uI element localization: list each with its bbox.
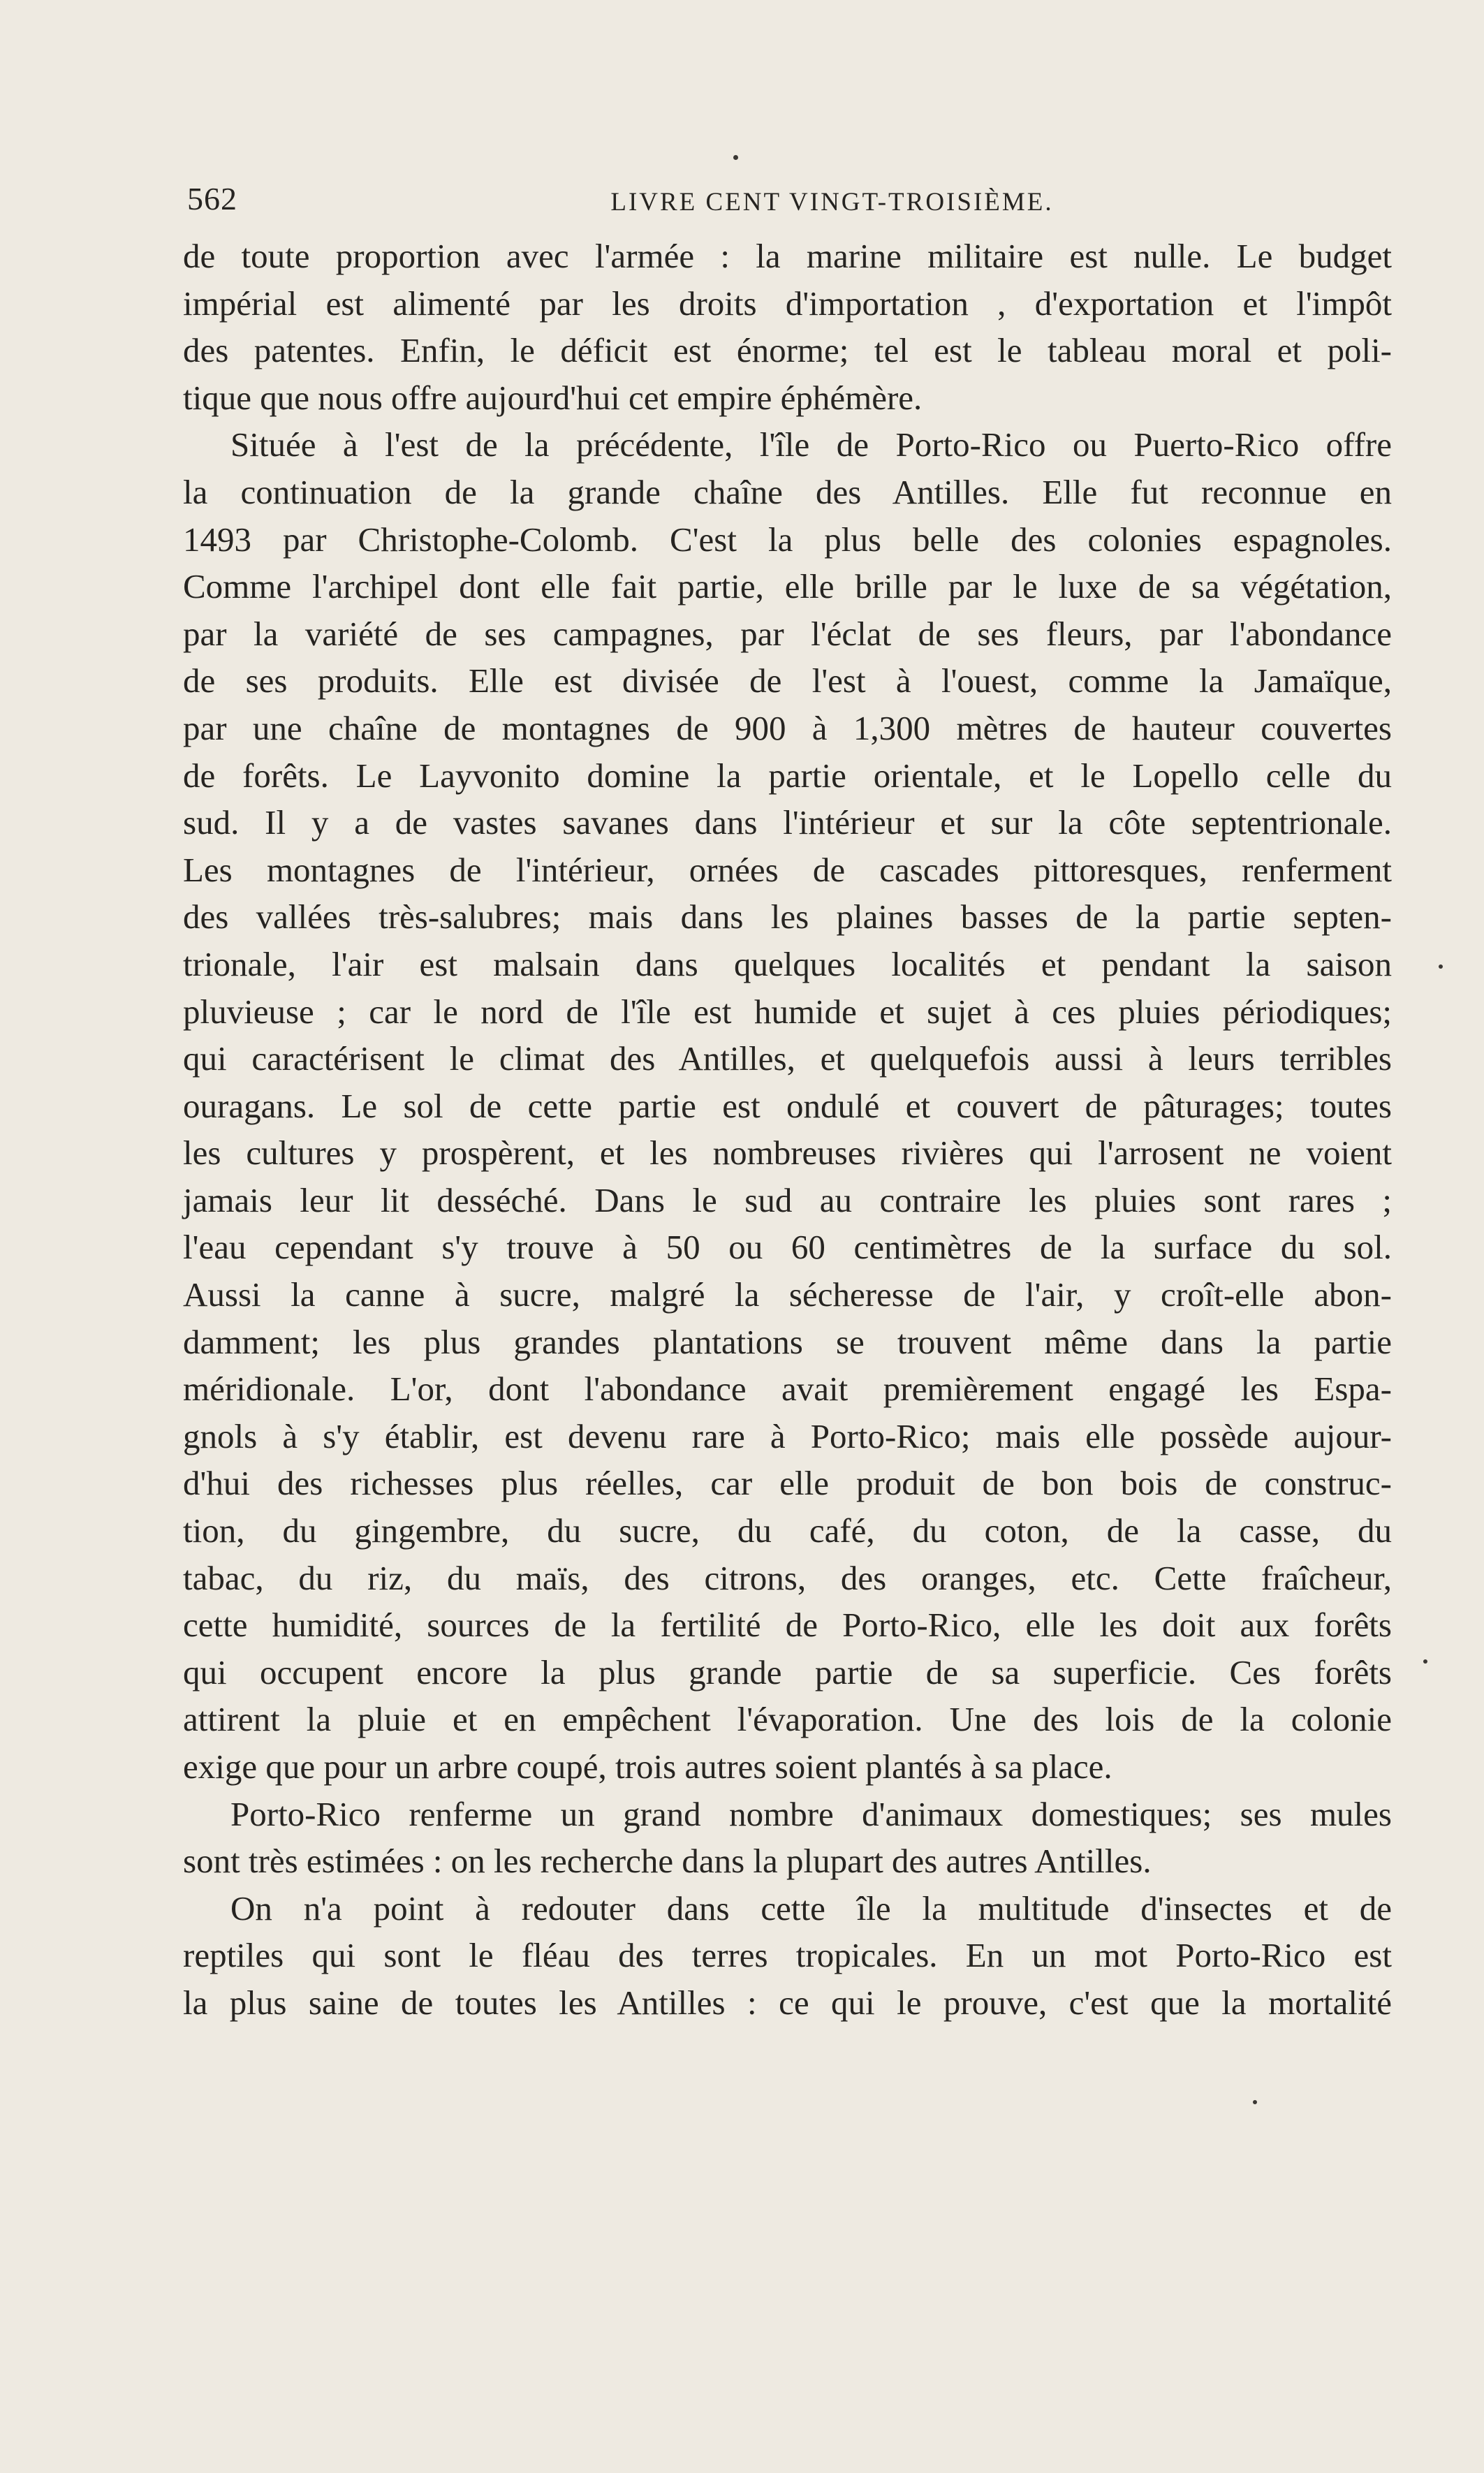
text-line: tion, du gingembre, du sucre, du café, du coton, de la casse, du	[183, 1511, 1392, 1550]
text-line: tique que nous offre aujourd'hui cet empire éphémère.	[183, 378, 923, 417]
text-line: de forêts. Le Layvonito domine la partie orientale, et le Lopello celle du	[183, 756, 1392, 795]
text-line: cette humidité, sources de la fertilité de Porto-Rico, elle les doit aux forêts	[183, 1606, 1392, 1645]
text-line: reptiles qui sont le fléau des terres tropicales. En un mot Porto-Rico est	[183, 1936, 1392, 1975]
text-line: trionale, l'air est malsain dans quelques localités et pendant la saison	[183, 944, 1392, 983]
page-number: 562	[187, 181, 237, 217]
print-speck	[1423, 1659, 1427, 1664]
text-line: de ses produits. Elle est divisée de l'est à l'ouest, comme la Jamaïque,	[183, 661, 1392, 700]
text-line: jamais leur lit desséché. Dans le sud au contraire les pluies sont rares ;	[183, 1180, 1392, 1219]
text-line: la continuation de la grande chaîne des Antilles. Elle fut reconnue en	[183, 472, 1392, 511]
running-title: LIVRE CENT VINGT-TROISIÈME.	[610, 188, 1054, 217]
text-line: gnols à s'y établir, est devenu rare à Porto-Rico; mais elle possède aujour-	[183, 1416, 1392, 1455]
text-line: les cultures y prospèrent, et les nombreuses rivières qui l'arrosent ne voient	[183, 1133, 1392, 1173]
text-line: tabac, du riz, du maïs, des citrons, des oranges, etc. Cette fraîcheur,	[183, 1558, 1392, 1597]
text-line: qui occupent encore la plus grande partie de sa superficie. Ces forêts	[183, 1652, 1392, 1692]
text-line: On n'a point à redouter dans cette île la multitude d'insectes et de	[230, 1888, 1392, 1928]
text-line: des patentes. Enfin, le déficit est énorme; tel est le tableau moral et poli-	[183, 331, 1392, 370]
text-line: la plus saine de toutes les Antilles : ce qui le prouve, c'est que la mortalité	[183, 1983, 1392, 2022]
text-line: par la variété de ses campagnes, par l'éclat de ses fleurs, par l'abondance	[183, 614, 1392, 653]
text-line: exige que pour un arbre coupé, trois autres soient plantés à sa place.	[183, 1747, 1112, 1786]
text-line: l'eau cependant s'y trouve à 50 ou 60 centimètres de la surface du sol.	[183, 1228, 1392, 1267]
text-line: 1493 par Christophe-Colomb. C'est la plus belle des colonies espagnoles.	[183, 520, 1392, 559]
text-line: pluvieuse ; car le nord de l'île est humide et sujet à ces pluies périodiques;	[183, 992, 1392, 1031]
text-line: Aussi la canne à sucre, malgré la sécheresse de l'air, y croît-elle abon-	[183, 1275, 1392, 1314]
body-text	[183, 233, 1392, 2027]
text-line: de toute proportion avec l'armée : la marine militaire est nulle. Le budget	[183, 237, 1392, 275]
text-line: qui caractérisent le climat des Antilles, et quelquefois aussi à leurs terribles	[183, 1039, 1392, 1078]
text-line: ouragans. Le sol de cette partie est ondulé et couvert de pâturages; toutes	[183, 1086, 1392, 1125]
print-speck	[733, 155, 738, 160]
text-line: Les montagnes de l'intérieur, ornées de cascades pittoresques, renferment	[183, 850, 1392, 889]
text-line: par une chaîne de montagnes de 900 à 1,300 mètres de hauteur couvertes	[183, 708, 1392, 747]
text-line: damment; les plus grandes plantations se trouvent même dans la partie	[183, 1322, 1392, 1361]
text-line: attirent la pluie et en empêchent l'évaporation. Une des lois de la colonie	[183, 1700, 1392, 1739]
text-line: impérial est alimenté par les droits d'importation , d'exportation et l'impôt	[183, 284, 1392, 323]
print-speck	[1439, 964, 1443, 969]
text-line: d'hui des richesses plus réelles, car elle produit de bon bois de construc-	[183, 1464, 1392, 1503]
print-speck	[1253, 2100, 1257, 2104]
text-line: sont très estimées : on les recherche dans la plupart des autres Antilles.	[183, 1842, 1152, 1881]
text-line: Située à l'est de la précédente, l'île de Porto-Rico ou Puerto-Rico offre	[230, 425, 1392, 464]
page-header	[187, 180, 1393, 229]
text-line: Porto-Rico renferme un grand nombre d'animaux domestiques; ses mules	[230, 1794, 1392, 1833]
text-line: sud. Il y a de vastes savanes dans l'intérieur et sur la côte septentrionale.	[183, 803, 1392, 842]
text-line: des vallées très-salubres; mais dans les plaines basses de la partie septen-	[183, 897, 1392, 937]
text-line: Comme l'archipel dont elle fait partie, elle brille par le luxe de sa végétation,	[183, 567, 1392, 606]
text-line: méridionale. L'or, dont l'abondance avait premièrement engagé les Espa-	[183, 1370, 1392, 1409]
